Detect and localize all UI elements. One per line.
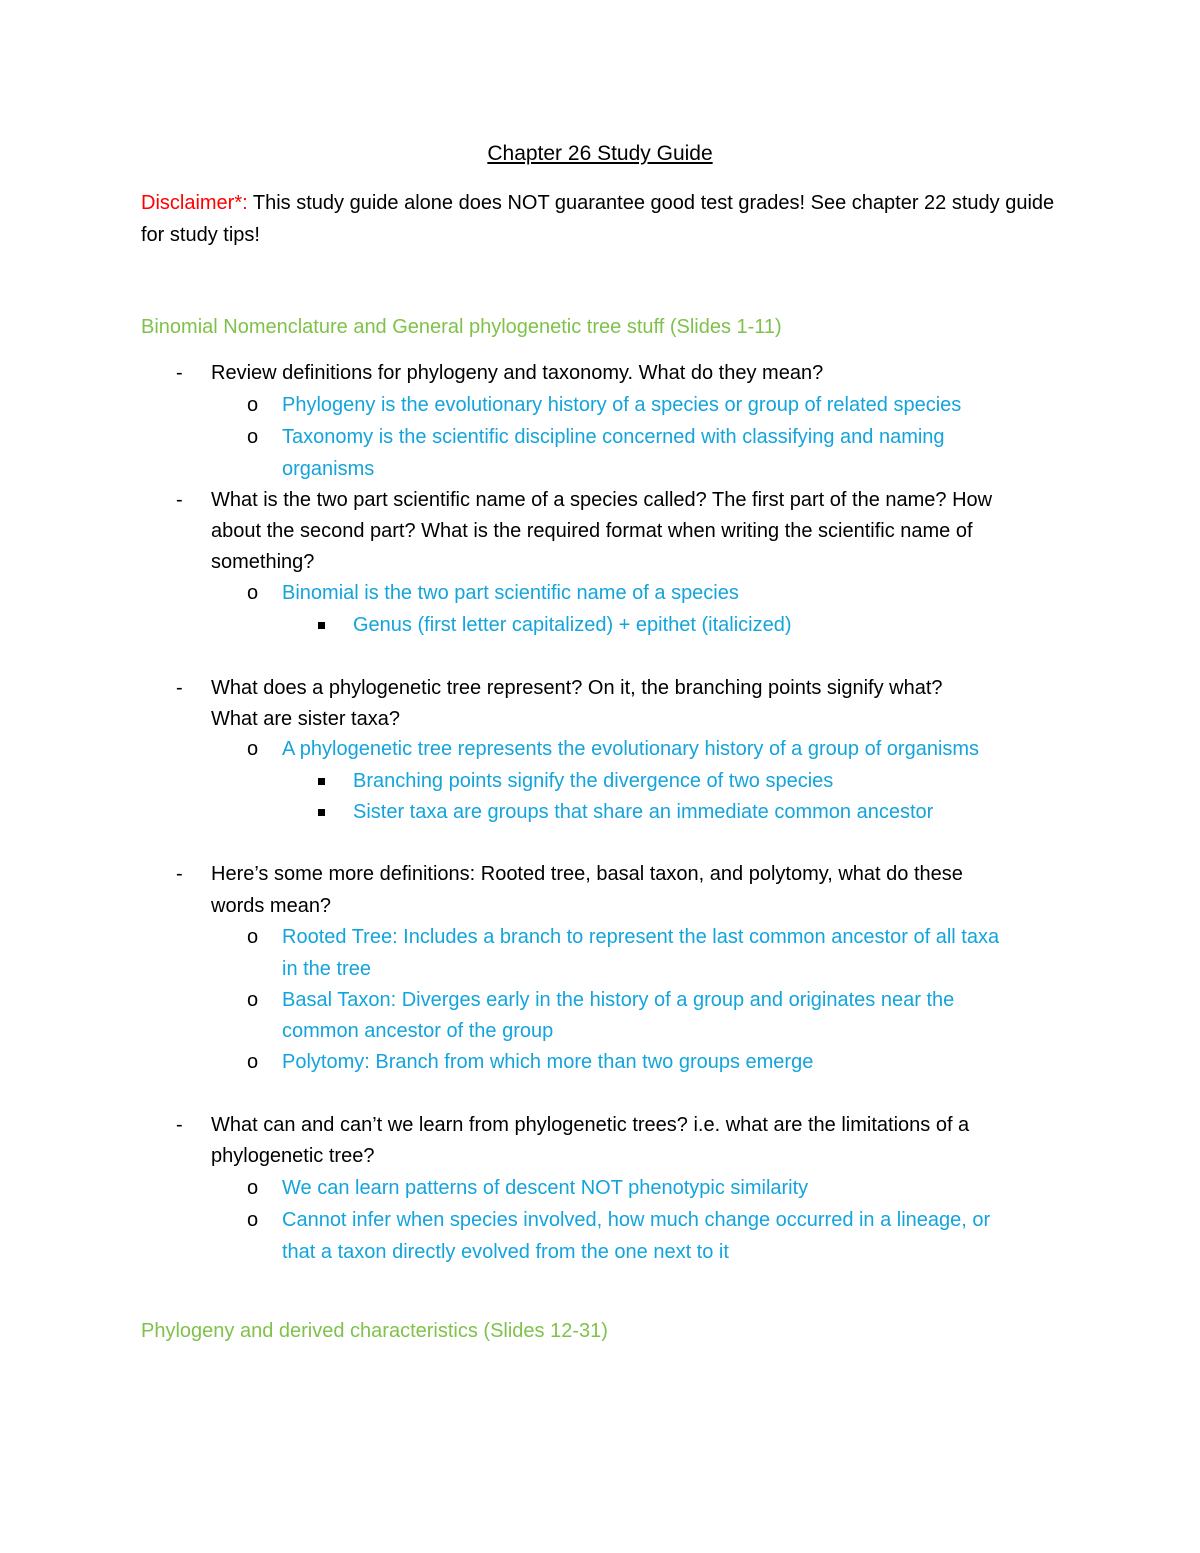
circle-bullet: o (247, 426, 259, 448)
answer-line: Taxonomy is the scientific discipline concerned with classifying and naming (282, 426, 945, 448)
square-bullet (318, 778, 325, 785)
answer-line: We can learn patterns of descent NOT phenotypic similarity (282, 1177, 809, 1199)
answer-line: Rooted Tree: Includes a branch to represent the last common ancestor of all taxa (282, 926, 1000, 948)
question-line: What can and can’t we learn from phylogenetic trees? i.e. what are the limitations of a (211, 1114, 970, 1136)
question-line: something? (211, 551, 315, 573)
disclaimer-text: This study guide alone does NOT guarantee good test grades! See chapter 22 study guide for study tips! (141, 192, 1055, 246)
question-line: What is the two part scientific name of a species called? The first part of the name? How (211, 489, 993, 511)
answer-line: in the tree (282, 958, 371, 980)
question-line: Review definitions for phylogeny and taxonomy. What do they mean? (211, 362, 824, 384)
answer-line: Cannot infer when species involved, how much change occurred in a lineage, or (282, 1209, 991, 1231)
square-bullet (318, 622, 325, 629)
section-heading-derived-characteristics: Phylogeny and derived characteristics (Slides 12-31) (141, 1320, 608, 1342)
disclaimer-paragraph (141, 187, 1071, 251)
square-bullet (318, 809, 325, 816)
circle-bullet: o (247, 394, 259, 416)
dash-bullet: - (176, 362, 183, 384)
question-line: words mean? (211, 895, 332, 917)
answer-line: Branching points signify the divergence of two species (353, 770, 834, 792)
circle-bullet: o (247, 1051, 259, 1073)
answer-line: Polytomy: Branch from which more than two groups emerge (282, 1051, 814, 1073)
answer-line: Binomial is the two part scientific name of a species (282, 582, 739, 604)
circle-bullet: o (247, 1209, 259, 1231)
circle-bullet: o (247, 738, 259, 760)
answer-line: A phylogenetic tree represents the evolutionary history of a group of organisms (282, 738, 980, 760)
dash-bullet: - (176, 489, 183, 511)
answer-line: Basal Taxon: Diverges early in the history of a group and originates near the (282, 989, 955, 1011)
answer-line: that a taxon directly evolved from the one next to it (282, 1241, 729, 1263)
circle-bullet: o (247, 926, 259, 948)
answer-line: Phylogeny is the evolutionary history of a species or group of related species (282, 394, 962, 416)
question-line: Here’s some more definitions: Rooted tree, basal taxon, and polytomy, what do these (211, 863, 963, 885)
question-line: phylogenetic tree? (211, 1145, 375, 1167)
dash-bullet: - (176, 863, 183, 885)
circle-bullet: o (247, 1177, 259, 1199)
dash-bullet: - (176, 1114, 183, 1136)
page-title: Chapter 26 Study Guide (487, 142, 713, 165)
question-line: What are sister taxa? (211, 708, 400, 730)
question-line: about the second part? What is the required format when writing the scientific name of (211, 520, 973, 542)
answer-line: Genus (first letter capitalized) + epithet (italicized) (353, 614, 792, 636)
dash-bullet: - (176, 677, 183, 699)
disclaimer-label: Disclaimer*: (141, 192, 248, 214)
circle-bullet: o (247, 989, 259, 1011)
answer-line: common ancestor of the group (282, 1020, 554, 1042)
answer-line: organisms (282, 458, 375, 480)
section-heading-binomial: Binomial Nomenclature and General phylogenetic tree stuff (Slides 1-11) (141, 316, 782, 338)
answer-line: Sister taxa are groups that share an immediate common ancestor (353, 801, 934, 823)
question-line: What does a phylogenetic tree represent? On it, the branching points signify what? (211, 677, 943, 699)
circle-bullet: o (247, 582, 259, 604)
